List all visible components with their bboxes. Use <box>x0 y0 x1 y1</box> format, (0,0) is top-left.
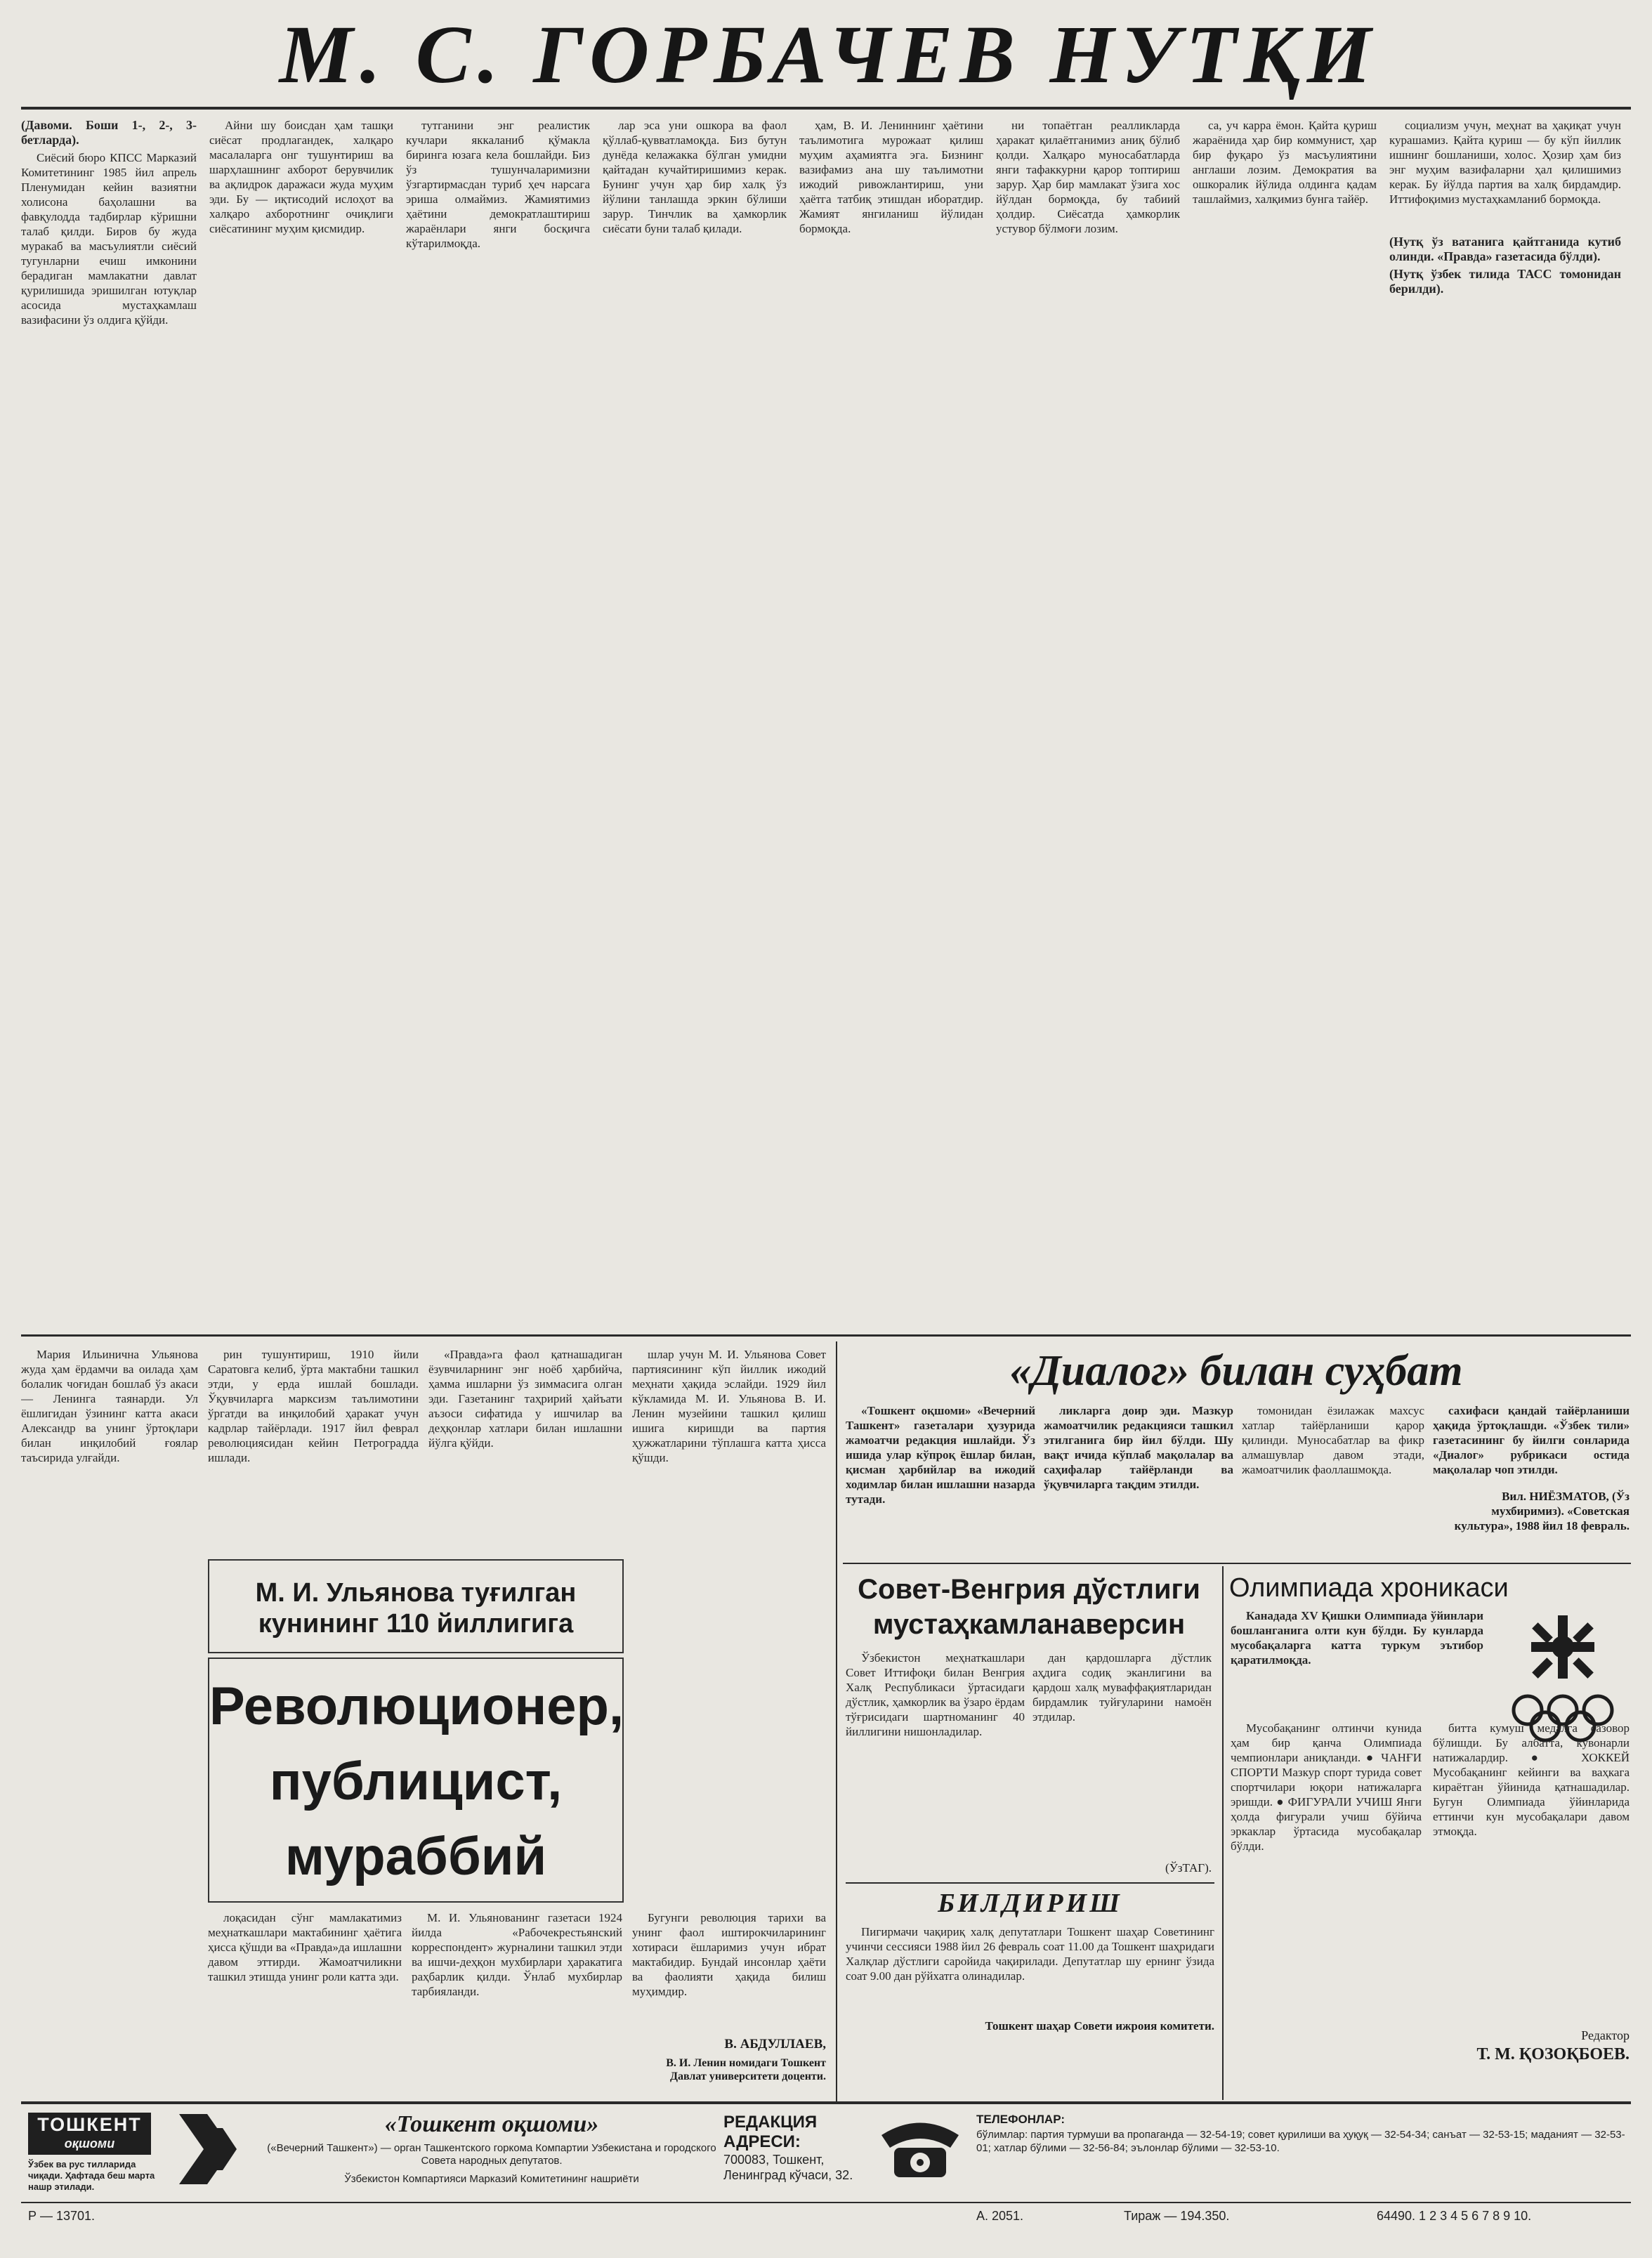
redaction-address: 700083, Тошкент, Ленинград кўчаси, 32. <box>723 2153 853 2182</box>
logo-title: ТОШКЕНТ <box>37 2114 142 2135</box>
column-rule <box>836 1341 837 2103</box>
section-rule <box>21 1334 1631 1337</box>
paragraph: томонидан ёзилажак махсус хатлар тайёрланиши қарор қилинди. Муносабатлар ва фикр алмашувлар давом этади, жамоатчилик фаоллашмоқда. <box>1242 1404 1424 1476</box>
circulation: Тираж — 194.350. <box>1124 2209 1230 2223</box>
paragraph: Мусобақанинг олтинчи кунида ҳам бир қанча Олимпиада чемпионлари аниқланди. ● ЧАНҒИ СПОРТИ Мазкур спорт турида совет спортчилари юқори натижаларга эришди. ● ФИГУРАЛИ УЧИШ Янги ҳолда фигурали учиш бўйича эркаклар ўртасида мусобақалар бўлди. <box>1231 1721 1422 1853</box>
friendship-title-line: мустаҳкамланаверсин <box>872 1609 1186 1640</box>
ulyanova-kicker: М. И. Ульянова туғилган кунининг 110 йиллигига <box>255 1578 577 1639</box>
continuation-note: (Давоми. Боши 1-, 2-, 3-бетларда). <box>21 118 197 147</box>
paragraph: Мария Ильинична Ульянова жуда ҳам ёрдамчи ва оилада ҳам болалик чоғидан бошлаб ўз акаси — Ленинга таянарди. Ул ёшлигидан ўзининг катта акаси Александр ва унинг ўртоқлари билан инқилобий ғоялар таъсирида улғайди. <box>21 1348 198 1464</box>
order-number: Р — 13701. <box>28 2209 96 2223</box>
paragraph: битта кумуш медалга сазовор бўлишди. Бу албатта, кувонарли натижалардир. ● ХОККЕЙ Мусобақанинг кейинги ва ваҳкага кираётган ўйинида қатнашадилар. Бугун Олимпиада ўйинларида еттинчи кун мусобақалари давом этмоқда. <box>1433 1721 1630 1838</box>
paragraph: социализм учун, меҳнат ва ҳақиқат учун курашамиз. Қайта қуриш — бу кўп йиллик ишнинг бошланиши, холос. Ҳозир ҳам биз энг муҳим вазифаларни ҳал қилишимиз керак. Бу йўлда партия ва халқ бирдамдир. Иттифоқимиз мустаҳкамланиб бормоқда. <box>1389 119 1621 206</box>
paragraph: ҳам, В. И. Лениннинг ҳаётини таълимотига мурожаат қилиш муҳим аҳамиятга эга. Бизнинг вазифамиз ана шу таълимотни ижодий ривожлантириш, уни ҳаётга татбиқ этишдан иборатдир. Жамият янгиланиш йўлидан бормоқда. <box>799 119 983 235</box>
paragraph: тутганини энг реалистик кучлари яккаланиб қўмакла биринга юзага кела бошлайди. Биз ўз тушунчаларимизни ўзгартирмасдан туриб ҳеч нарсага эриша олмаймиз. Жамиятимиз ҳаётини демократлаштириш жараёнлари янги босқичга кўтарилмоқда. <box>406 119 590 250</box>
chevron-mark-icon <box>179 2114 256 2184</box>
section-rule <box>846 1882 1214 1884</box>
ulyanova-author-role: В. И. Ленин номидаги Тошкент Давлат университети доценти. <box>666 2057 826 2082</box>
speech-column <box>996 118 1180 1326</box>
speech-column <box>209 118 393 1326</box>
dialog-title: «Диалог» билан суҳбат <box>1009 1347 1463 1395</box>
speech-column <box>1193 118 1377 1326</box>
ulyanova-column <box>208 1910 402 2100</box>
redaction-label: РЕДАКЦИЯ АДРЕСИ: <box>723 2113 818 2151</box>
dialog-column <box>1242 1403 1424 1558</box>
speech-column <box>406 118 590 1326</box>
footer-logo <box>28 2113 151 2155</box>
editor-name: Т. М. ҚОЗОҚБОЕВ. <box>1476 2045 1630 2063</box>
olympics-column <box>1231 1721 1422 2093</box>
paragraph: дан қардошларга дўстлик аҳдига содиқ эканлигини ва қардош халқ муваффақиятларидан бирдамлик туйғуларини намоён этдилар. <box>1032 1651 1212 1724</box>
index-number: А. 2051. <box>976 2209 1024 2223</box>
ulyanova-title-line: публицист, <box>269 1752 563 1811</box>
closing-note: (Нутқ ўз ватанига қайтганида кутиб олинди. «Правда» газетасида бўлди). <box>1389 235 1621 263</box>
ulyanova-title-line: Революционер, <box>209 1676 624 1736</box>
paragraph: са, уч карра ёмон. Қайта қуриш жараёнида ҳар бир коммунист, ҳар бир фуқаро ўз масъулиятини англаши лозим. Демократия ва ошкоралик йўлида олдинга қадам ташлаймиз, халқимиз бунга тайёр. <box>1193 119 1377 206</box>
paragraph: «Тошкент оқшоми» «Вечерний Ташкент» газеталари ҳузурида жамоатчи редакция ишлайди. Ўз ишида улар кўпроқ ёшлар билан, қисман ҳарбийлар ва ижодий ходимлар билан ишлашни назарда тутади. <box>846 1404 1035 1506</box>
friendship-column <box>846 1650 1025 1868</box>
ulyanova-title-line: мураббий <box>284 1827 547 1886</box>
announcement-body <box>846 1924 1214 2016</box>
ulyanova-column <box>412 1910 622 2100</box>
paragraph: лоқасидан сўнг мамлакатимиз меҳнаткашлари мактабининг ҳаётига ҳисса қўшди ва «Правда»да ишлашни давом эттирди. Жамоатчиликни ташкил этишда унинг роли катта эди. <box>208 1911 402 1983</box>
headline-rule <box>21 107 1631 110</box>
paragraph: рин тушунтириш, 1910 йили Саратовга келиб, ўрта мактабни ташкил этди, у ерда ишлай бошлади. Ўқувчиларга марксизм таълимотини ўргатди ва инқилобий ҳаракат учун кадрлар тайёрлади. 1917 йил феврал революциясидан кейин Петроградда ишлади. <box>208 1348 419 1464</box>
footer-paper-name: «Тошкент оқшоми» <box>384 2111 599 2137</box>
ulyanova-column <box>208 1347 419 1530</box>
speech-column <box>21 118 197 1326</box>
editor-label: Редактор <box>1581 2028 1630 2042</box>
olympics-title: Олимпиада хроникаси <box>1229 1573 1509 1603</box>
phones-title: ТЕЛЕФОНЛАР: <box>976 2113 1065 2126</box>
ulyanova-author: В. АБДУЛЛАЕВ, <box>724 2037 826 2052</box>
footer-rule <box>21 2101 1631 2104</box>
dialog-column <box>1044 1403 1233 1558</box>
friendship-column <box>1032 1650 1212 1861</box>
logo-subtitle: оқшоми <box>64 2136 115 2151</box>
ulyanova-column <box>21 1347 198 2099</box>
paragraph: лар эса уни ошкора ва фаол қўллаб-қувватламоқда. Биз бутун дунёда келажакка бўлган умидни қайтадан кучайтиришимиз керак. Бунинг учун ҳар бир халқ ўз йўлини танлашда эркин бўлиши зарур. Тинчлик ва ҳамкорлик сиёсати буни талаб қилади. <box>603 119 787 235</box>
speech-column <box>1389 118 1621 1326</box>
source-note: (Нутқ ўзбек тилида ТАСС томонидан берилди). <box>1389 267 1621 296</box>
paragraph: ликларга доир эди. Мазкур жамоатчилик редакцияси ташкил этилганига бир йил бўлди. Шу вақт ичида кўплаб мақолалар ва саҳифалар тайёрланди ва ўқувчиларга тақдим этилди. <box>1044 1404 1233 1491</box>
speech-column <box>799 118 983 1326</box>
logo-caption: Ўзбек ва рус тилларида чиқади. Ҳафтада беш марта нашр этилади. <box>28 2159 155 2192</box>
ulyanova-kicker-box <box>208 1559 624 1653</box>
paragraph: Ўзбекистон меҳнаткашлари Совет Иттифоқи билан Венгрия Халқ Республикаси ўртасидаги дўстлик, ҳамкорлик ва ўзаро ёрдам тўғрисидаги шартноманинг 40 йиллигини нишонладилар. <box>846 1651 1025 1738</box>
phones-text: бўлимлар: партия турмуши ва пропаганда — 32-54-19; совет қурилиши ва ҳуқуқ — 32-54-34; санъат — 32-53-15; маданият — 32-53-01; хатлар бўлими — 32-56-84; эълонлар бўлими — 32-53-10. <box>976 2129 1625 2154</box>
friendship-title-line: Совет-Венгрия дўстлиги <box>858 1574 1200 1605</box>
friendship-source: (ЎзТАГ). <box>1165 1861 1212 1875</box>
speech-column <box>603 118 787 1326</box>
section-rule <box>843 1563 1631 1564</box>
paragraph: «Правда»га фаол қатнашадиган ёзувчиларнинг энг ноёб ҳарбийча, ҳамма ишларни ўз зиммасига олган эди. Газетанинг таҳририй ҳайъати аъзоси сифатида у ишчилар ва деҳқонлар хатлари билан ишлашни йўлга қўйди. <box>428 1348 622 1450</box>
ulyanova-title-box <box>208 1658 624 1903</box>
paragraph: шлар учун М. И. Ульянова Совет партиясининг кўп йиллик ижодий меҳнати ҳақида эслайди. 1929 йил кўкламида М. И. Ульянова В. И. Ленин музейини ташкил қилиш ишига киришди ва партия ҳужжатларини тўплашга катта ҳисса қўшди. <box>632 1348 826 1464</box>
dialog-column <box>1433 1403 1630 1488</box>
paragraph: Пигирмачи чақириқ халқ депутатлари Тошкент шаҳар Советининг учинчи сессияси 1988 йил 26 февраль соат 11.00 да Тошкент шаҳридаги Халқлар дўстлиги саройида чақирилади. Депутатлар шу ернинг ўзида соат 9.00 дан рўйхатга олинадилар. <box>846 1925 1214 1983</box>
paragraph: сахифаси қандай тайёрланиши ҳақида ўртоқлашди. «Ўзбек тили» газетасининг бу йилги сонларида «Диалог» рубрикаси остида мақолалар чоп этилди. <box>1433 1404 1630 1476</box>
dialog-signature: Вил. НИЁЗМАТОВ, (Ўз мухбиримиз). «Советская культура», 1988 йил 18 февраль. <box>1454 1490 1630 1532</box>
paragraph: Канадада XV Қишки Олимпиада ўйинлари бошланганига олти кун бўлди. Бу кунларда мусобақаларга катта туркум эътибор қаратилмоқда. <box>1231 1609 1483 1667</box>
ulyanova-column <box>428 1347 622 1558</box>
olympics-column <box>1433 1721 1630 2016</box>
paragraph: Айни шу боисдан ҳам ташқи сиёсат продлагандек, халқаро масалаларга онг тушунтириш ва шарҳлашнинг ахборот берувчилик ва ақлидрок даражаси жуда муҳим эди. Бу — иқтисодий ислоҳот ва халқаро ахборотнинг очиқлиги сиёсатининг муҳим қисмидир. <box>209 119 393 235</box>
footer-paper-desc2: Ўзбекистон Компартияси Марказий Комитетининг нашриёти <box>344 2173 639 2185</box>
olympics-intro <box>1231 1608 1483 1714</box>
footer-rule <box>21 2202 1631 2203</box>
paragraph: ни топаётган реалликларда ҳаракат қилаётганимиз аниқ бўлиб қолди. Халқаро муносабатларда янги тафаккурни қарор топтириш зарур. Ҳар бир мамлакат ўзига хос йўлдан бормоқда, бу табиий ҳолдир. Сиёсатда ҳамкорлик устувор бўлмоғи лозим. <box>996 119 1180 235</box>
headline: М. С. ГОРБАЧЕВ НУТҚИ <box>279 8 1379 100</box>
announcement-title: БИЛДИРИШ <box>938 1889 1122 1918</box>
announcement-signature: Тошкент шаҳар Совети ижроия комитети. <box>985 2019 1214 2033</box>
telephone-icon <box>874 2114 966 2184</box>
paragraph: Сиёсий бюро КПСС Марказий Комитетининг 1985 йил апрель Пленумидан кейин вазиятни холисона баҳолашни ва фавқулодда тадбирлар кўришни талаб қилди. Биров бу жуда муракаб ва масъулиятли сиёсий тугунларни ечиш имконини берадиган мамлакатни давлат қурилишида эришилган ютуқлар асосида мустаҳкамлаш вазифасини ўз олдига қўйди. <box>21 151 197 327</box>
footer-paper-desc: («Вечерний Ташкент») — орган Ташкентского горкома Компартии Узбекистана и городского Совета народных депутатов. <box>267 2142 716 2167</box>
order-digits: 64490. 1 2 3 4 5 6 7 8 9 10. <box>1377 2209 1532 2223</box>
ulyanova-column <box>632 1910 826 2030</box>
paragraph: М. И. Ульянованинг газетаси 1924 йилда «Рабочекрестьянский корреспондент» журналини ташкил этди ва ишчи-деҳқон мухбирлари ҳаракатига раҳбарлик қилди. Ўнлаб мухбирлар тарбияланди. <box>412 1911 622 1998</box>
paragraph: Бугунги революция тарихи ва унинг фаол иштирокчиларининг хотираси ёшларимиз учун ибрат мактабидир. Бундай инсонлар ҳаёти ва фаолияти ҳақида билиш муҳимдир. <box>632 1911 826 1998</box>
dialog-column <box>846 1403 1035 1558</box>
column-rule <box>1222 1566 1224 2100</box>
